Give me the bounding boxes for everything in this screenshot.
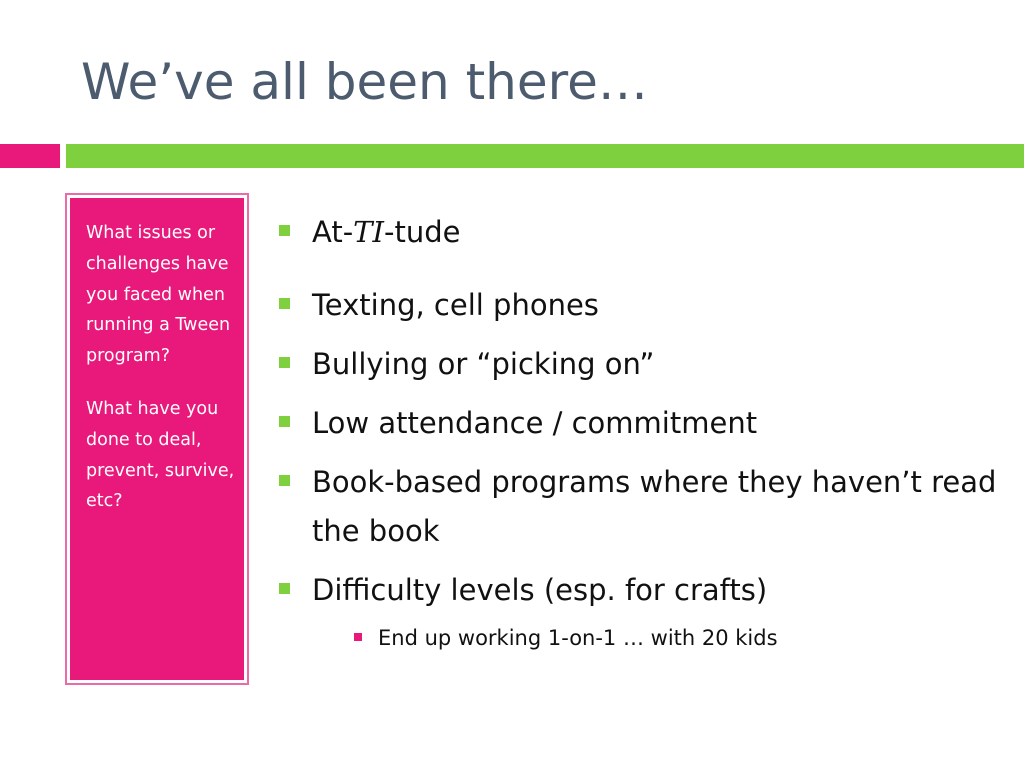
bullet-text: Difficulty levels (esp. for crafts) — [312, 573, 768, 607]
sidebar-question-2: What have you done to deal, prevent, survive, etc? — [86, 398, 235, 512]
bullet-item — [278, 340, 998, 389]
sidebar-box — [65, 193, 249, 685]
sidebar-question-1: What issues or challenges have you faced when running a Tween program? — [86, 223, 231, 367]
bullet-text: Bullying or “picking on” — [312, 347, 655, 381]
square-bullet-icon — [279, 416, 290, 427]
subbullet-item — [278, 619, 998, 657]
sidebar-text — [86, 218, 236, 539]
bullet-prefix: At- — [312, 215, 354, 249]
bullet-item — [278, 281, 998, 330]
bullet-item — [278, 208, 998, 257]
bullet-text: Texting, cell phones — [312, 288, 599, 322]
bullet-item — [278, 399, 998, 448]
bullet-list — [278, 208, 998, 657]
square-bullet-icon — [279, 583, 290, 594]
sidebar-fill — [70, 198, 244, 680]
square-subbullet-icon — [354, 633, 362, 641]
square-bullet-icon — [279, 475, 290, 486]
subbullet-text: End up working 1-on-1 … with 20 kids — [378, 626, 778, 650]
square-bullet-icon — [279, 357, 290, 368]
accent-bar-pink — [0, 144, 60, 168]
bullet-item — [278, 458, 998, 556]
bullet-emphasis: TI — [353, 215, 384, 249]
bullet-suffix: -tude — [383, 215, 461, 249]
square-bullet-icon — [279, 298, 290, 309]
bullet-text: Book-based programs where they haven’t read the book — [312, 465, 997, 548]
square-bullet-icon — [279, 225, 290, 236]
accent-bar-green — [66, 144, 1024, 168]
slide-title: We’ve all been there… — [81, 53, 648, 111]
bullet-text: Low attendance / commitment — [312, 406, 758, 440]
bullet-item — [278, 566, 998, 615]
